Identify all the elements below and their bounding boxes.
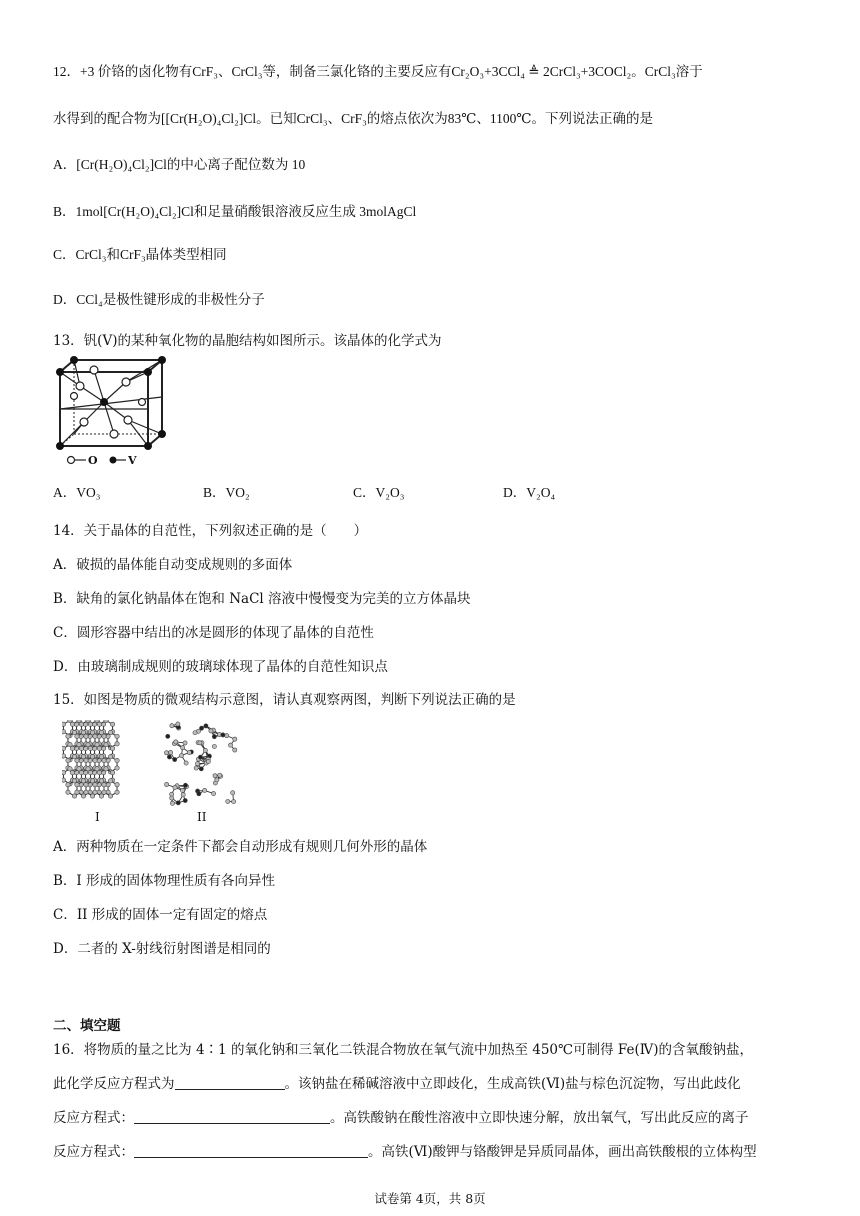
q14-option-b: B．缺角的氯化钠晶体在饱和 NaCl 溶液中慢慢变为完美的立方体晶块 [53, 591, 471, 607]
figure-label-I: I [95, 810, 100, 824]
q15-option-b: B．I 形成的固体物理性质有各向异性 [53, 873, 276, 889]
q15-option-a: A．两种物质在一定条件下都会自动形成有规则几何外形的晶体 [53, 839, 428, 855]
q16-line4 [53, 1143, 757, 1161]
q16-line4-prefix: 反应方程式： [53, 1144, 134, 1160]
q12-option-c: C．CrCl₃和CrF₃晶体类型相同 [53, 247, 227, 262]
q14-option-d: D．由玻璃制成规则的玻璃球体现了晶体的自范性知识点 [53, 659, 388, 675]
q16-line2-suffix: 。该钠盐在稀碱溶液中立即歧化，生成高铁(Ⅵ)盐与棕色沉淀物，写出此歧化 [284, 1076, 741, 1092]
crystal-legend-o-label: O [88, 454, 98, 467]
q12-stem-line1: 12．+3 价铬的卤化物有CrF₃、CrCl₃等，制备三氯化铬的主要反应有Cr₂O₃+3CCl₄ ≜ 2CrCl₃+3COCl₂。CrCl₃溶于 [53, 64, 703, 79]
crystal-lattice-figure-I [62, 720, 148, 808]
q15-stem: 15．如图是物质的微观结构示意图，请认真观察两图，判断下列说法正确的是 [53, 692, 516, 708]
q14-stem: 14．关于晶体的自范性，下列叙述正确的是（ ） [53, 523, 368, 539]
q16-line3-suffix: 。高铁酸钠在酸性溶液中立即快速分解，放出氧气，写出此反应的离子 [330, 1110, 749, 1126]
q13-stem: 13．钒(V)的某种氧化物的晶胞结构如图所示。该晶体的化学式为 [53, 333, 442, 349]
q12-option-d: D．CCl₄是极性键形成的非极性分子 [53, 292, 265, 307]
q15-option-c: C．II 形成的固体一定有固定的熔点 [53, 907, 268, 923]
answer-blank-2[interactable] [134, 1109, 330, 1124]
q13-option-d: D．V₂O₄ [503, 485, 556, 500]
page-footer: 试卷第 4页，共 8页 [374, 1191, 486, 1206]
figure-label-II: II [197, 810, 207, 824]
q16-line4-suffix: 。高铁(Ⅵ)酸钾与铬酸钾是异质同晶体，画出高铁酸根的立体构型 [368, 1144, 757, 1160]
q13-option-a: A．VO₃ [53, 485, 101, 500]
q16-line2-prefix: 此化学反应方程式为 [53, 1076, 175, 1092]
answer-blank-1[interactable] [175, 1075, 285, 1090]
q13-option-c: C．V₂O₃ [353, 485, 405, 500]
q12-option-b: B．1mol[Cr(H₂O)₄Cl₂]Cl和足量硝酸银溶液反应生成 3molAgCl [53, 204, 417, 219]
section-heading: 二、填空题 [53, 1018, 121, 1034]
q16-line1: 16．将物质的量之比为 4∶1 的氧化钠和三氧化二铁混合物放在氧气流中加热至 450℃可制得 Fe(Ⅳ)的含氧酸钠盐， [53, 1042, 754, 1058]
q16-line2 [53, 1075, 741, 1093]
q14-option-c: C．圆形容器中结出的冰是圆形的体现了晶体的自范性 [53, 625, 374, 641]
amorphous-network-figure-II [162, 720, 242, 808]
crystal-legend-v-symbol [108, 455, 128, 465]
crystal-legend-v-label: V [128, 454, 137, 467]
crystal-cell-figure [54, 356, 170, 470]
q15-option-d: D．二者的 X-射线衍射图谱是相同的 [53, 941, 271, 957]
q16-line3-prefix: 反应方程式： [53, 1110, 134, 1126]
crystal-legend-o-symbol [66, 455, 88, 465]
q12-stem-line2: 水得到的配合物为[[Cr(H₂O)₄Cl₂]Cl。已知CrCl₃、CrF₃的熔点依次为83℃、1100℃。下列说法正确的是 [53, 111, 653, 126]
q14-option-a: A．破损的晶体能自动变成规则的多面体 [53, 557, 293, 573]
answer-blank-3[interactable] [134, 1143, 368, 1158]
q13-option-b: B．VO₂ [203, 485, 250, 500]
q12-option-a: A．[Cr(H₂O)₄Cl₂]Cl的中心离子配位数为 10 [53, 157, 306, 172]
q16-line3 [53, 1109, 749, 1127]
